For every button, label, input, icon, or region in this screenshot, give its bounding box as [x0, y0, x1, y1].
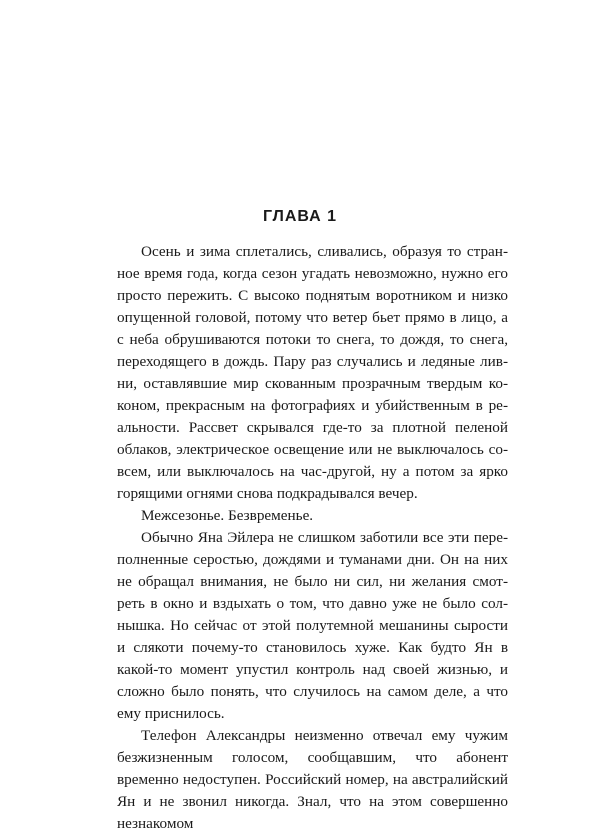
paragraph: Обычно Яна Эйлера не слишком заботили все эти переполненные серостью, дождями и туманами дни. Он на них не обращал внимания, не было ни сил, ни желания смотреть в окно и вздыхать о том, что давно уже не было солнышка. Но сейчас от этой полутемной мешанины сырости и слякоти почему-то становилось хуже. Как будто Ян в какой-то момент упустил контроль над своей жизнью, и сложно было понять, что случилось на самом деле, а что ему приснилось.	[117, 529, 508, 722]
chapter-title: ГЛАВА 1	[262, 208, 338, 225]
paragraph: Межсезонье. Безвременье.	[141, 507, 314, 524]
chapter-text	[117, 241, 508, 835]
paragraph: Телефон Александры неизменно отвечал ему чужим безжизненным голосом, сообщавшим, что абонент временно недоступен. Российский номер, на австралийский Ян и не звонил никогда. Знал, что на этом совершенно незнакомом	[117, 727, 508, 832]
paragraph: Осень и зима сплетались, сливались, образуя то странное время года, когда сезон угадать невозможно, нужно его просто пережить. С высоко поднятым воротником и низко опущенной головой, потому что ветер бьет прямо в лицо, а с неба обрушиваются потоки то снега, то дождя, то снега, переходящего в дождь. Пару раз случались и ледяные ливни, оставлявшие мир скованным прозрачным твердым коконом, прекрасным на фотографиях и убийственным в реальности. Рассвет скрывался где-то за плотной пеленой облаков, электрическое освещение или не выключалось совсем, или выключалось на час-другой, ну а потом за ярко горящими огнями снова подкрадывался вечер.	[117, 243, 508, 502]
